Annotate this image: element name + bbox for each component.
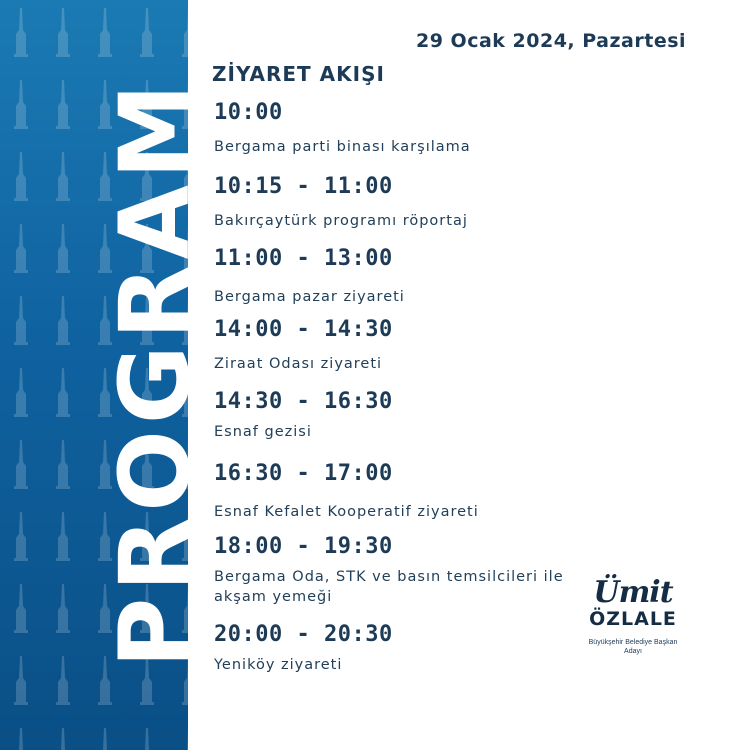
schedule-time: 14:30 - 16:30	[214, 389, 393, 414]
schedule-time: 14:00 - 14:30	[214, 317, 393, 342]
schedule-item	[214, 534, 584, 607]
schedule-time: 10:00	[214, 100, 283, 125]
schedule-description: Bakırçaytürk programı röportaj	[214, 213, 468, 229]
section-title: ZİYARET AKIŞI	[212, 62, 385, 86]
schedule-description: Yeniköy ziyareti	[214, 657, 343, 673]
schedule-item	[214, 317, 393, 374]
candidate-logo	[588, 575, 678, 656]
side-panel	[0, 0, 211, 750]
program-vertical-title: PROGRAM	[99, 77, 211, 668]
schedule-item	[214, 246, 405, 307]
schedule-description: Esnaf Kefalet Kooperatif ziyareti	[214, 504, 479, 520]
schedule-time: 18:00 - 19:30	[214, 534, 393, 559]
logo-first-name: Ümit	[593, 575, 673, 610]
schedule-item	[214, 622, 393, 675]
schedule-description: Bergama pazar ziyareti	[214, 289, 405, 305]
schedule-description: Bergama parti binası karşılama	[214, 139, 471, 155]
schedule-time: 16:30 - 17:00	[214, 461, 393, 486]
schedule-description: Esnaf gezisi	[214, 424, 312, 440]
schedule-item	[214, 389, 393, 442]
logo-subtitle: Büyükşehir Belediye Başkan Adayı	[588, 639, 678, 655]
schedule-time: 10:15 - 11:00	[214, 174, 393, 199]
logo-last-name: ÖZLALE	[589, 608, 677, 630]
schedule-item	[214, 174, 468, 231]
event-date: 29 Ocak 2024, Pazartesi	[416, 30, 687, 52]
schedule-description: Ziraat Odası ziyareti	[214, 356, 383, 372]
schedule-time: 11:00 - 13:00	[214, 246, 393, 271]
schedule-description: Bergama Oda, STK ve basın temsilcileri ile akşam yemeği	[214, 569, 564, 605]
schedule-item	[214, 461, 479, 522]
schedule-time: 20:00 - 20:30	[214, 622, 393, 647]
schedule-item	[214, 100, 471, 157]
